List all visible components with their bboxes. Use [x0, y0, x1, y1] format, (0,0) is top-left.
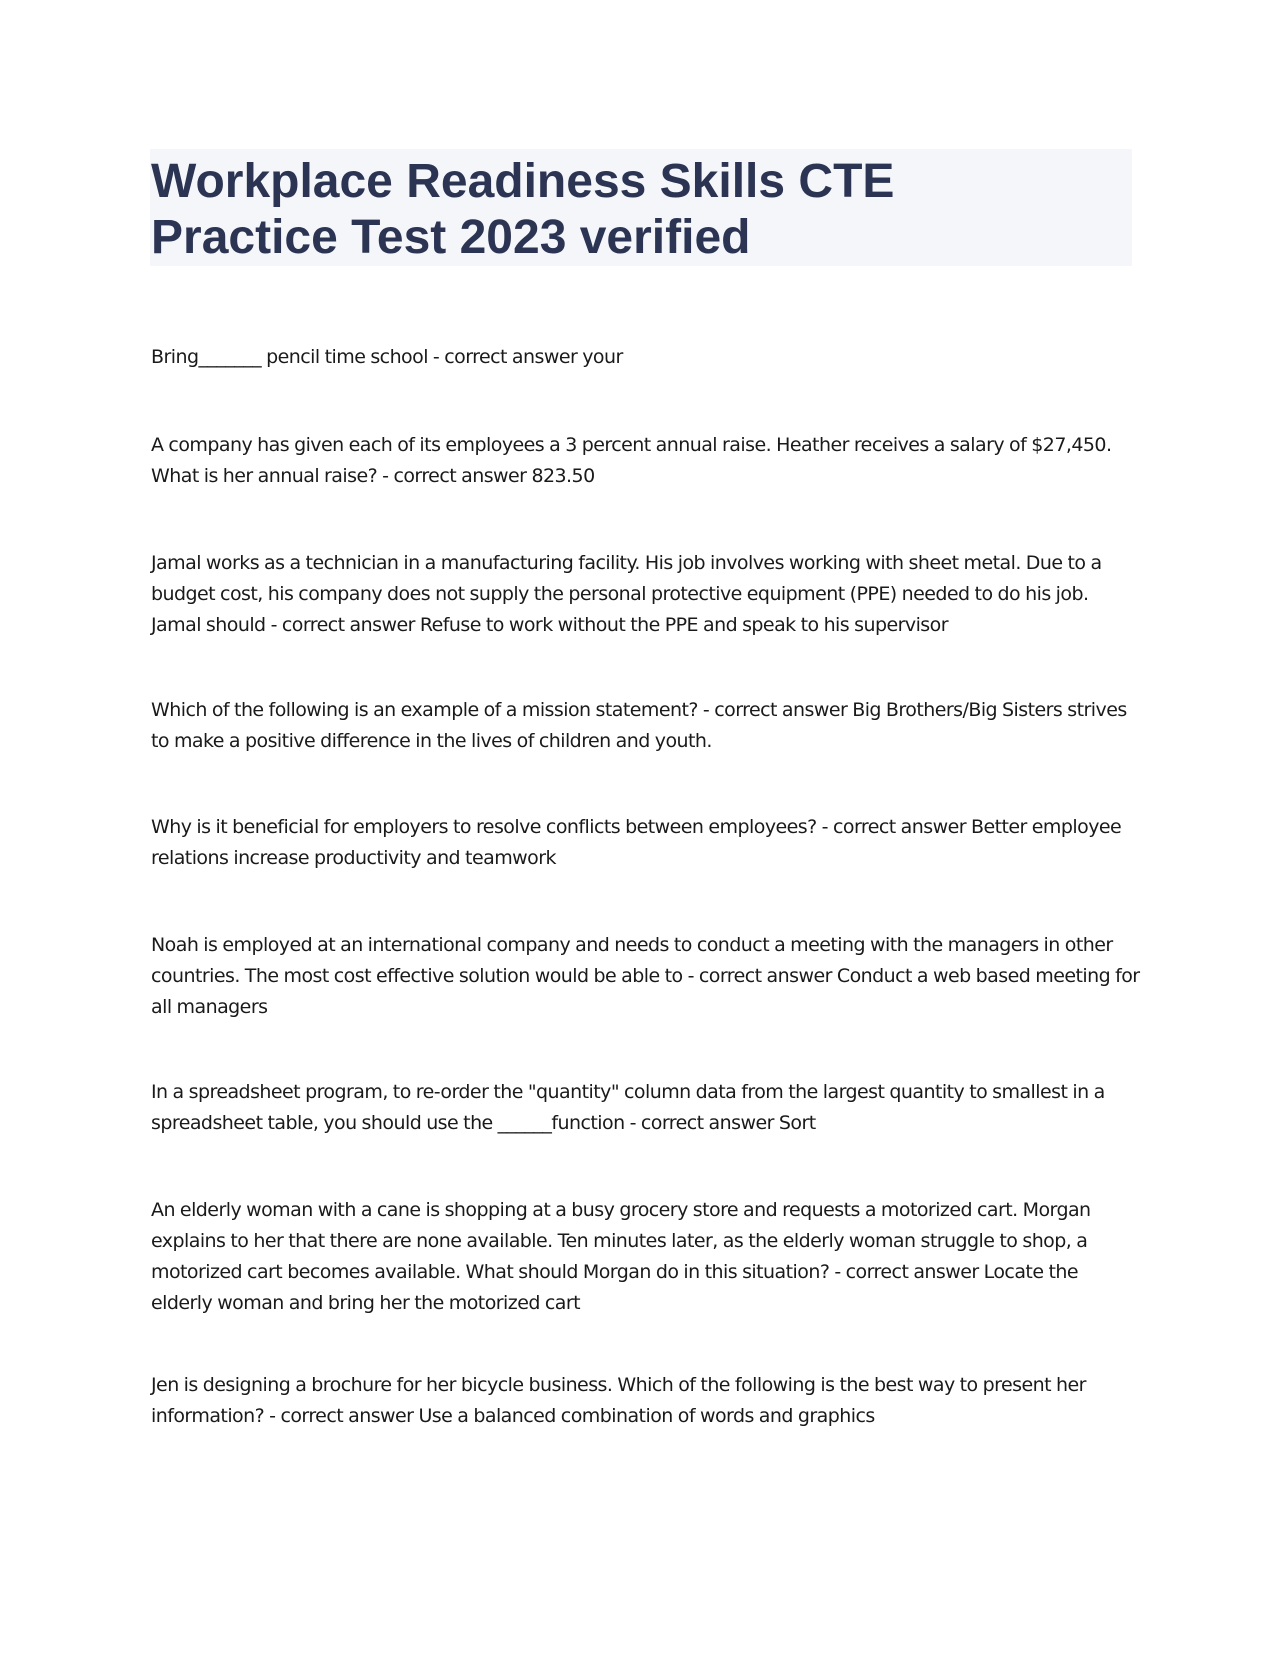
qa-item: [151, 930, 1141, 1023]
answer-separator: - correct answer: [816, 816, 971, 838]
question-text: Bring_______ pencil time school: [151, 346, 428, 368]
question-text: Why is it beneficial for employers to resolve conflicts between employees?: [151, 816, 817, 838]
question-text: Noah is employed at an international company and needs to conduct a meeting with the managers in other countries. The most cost effective solution would be able to: [151, 934, 1113, 987]
answer-text: Refuse to work without the PPE and speak to his supervisor: [419, 614, 948, 636]
title-block: [150, 149, 1132, 266]
answer-separator: - correct answer: [427, 346, 583, 368]
answer-separator: - correct answer: [682, 965, 837, 987]
qa-item: [151, 548, 1141, 641]
answer-separator: - correct answer: [265, 614, 420, 636]
answer-separator: - correct answer: [377, 465, 532, 487]
answer-text: Better employee relations increase productivity and teamwork: [151, 816, 1122, 869]
qa-item: [151, 695, 1141, 757]
answer-separator: - correct answer: [697, 699, 853, 721]
qa-item: [151, 1195, 1141, 1319]
document-title: [151, 154, 894, 266]
answer-text: Locate the elderly woman and bring her the motorized cart: [151, 1261, 1078, 1314]
answer-text: Big Brothers/Big Sisters strives to make a positive difference in the lives of children and youth.: [151, 699, 1127, 752]
answer-text: 823.50: [531, 465, 595, 487]
answer-text: Use a balanced combination of words and graphics: [418, 1405, 875, 1427]
question-text: A company has given each of its employees a 3 percent annual raise. Heather receives a salary of $27,450. What is her annual raise?: [151, 434, 1112, 487]
qa-item: [151, 1077, 1141, 1139]
qa-item: [151, 342, 1141, 373]
question-text: Jamal works as a technician in a manufacturing facility. His job involves working with sheet metal. Due to a budget cost, his company does not supply the personal protective equipment (PPE) needed to do his job. Jamal should: [151, 552, 1102, 636]
title-line-2: Practice Test 2023 verified: [151, 211, 751, 264]
qa-item: [151, 812, 1141, 874]
qa-item: [151, 1370, 1141, 1432]
question-text: Jen is designing a brochure for her bicycle business. Which of the following is the best way to present her information?: [151, 1374, 1086, 1427]
answer-text: Conduct a web based meeting for all managers: [151, 965, 1140, 1018]
answer-separator: - correct answer: [829, 1261, 984, 1283]
answer-text: Sort: [778, 1112, 816, 1134]
question-text: An elderly woman with a cane is shopping at a busy grocery store and requests a motorized cart. Morgan explains to her that there are none available. Ten minutes later, as the elderly woman struggle to shop, a motorized cart becomes available. What should Morgan do in this situation?: [151, 1199, 1091, 1283]
answer-separator: - correct answer: [264, 1405, 419, 1427]
question-text: In a spreadsheet program, to re-order the "quantity" column data from the largest quantity to smallest in a spreadsheet table, you should use the ______function: [151, 1081, 1105, 1134]
answer-text: your: [582, 346, 623, 368]
qa-item: [151, 430, 1141, 492]
answer-separator: - correct answer: [624, 1112, 779, 1134]
title-line-1: Workplace Readiness Skills CTE: [151, 155, 895, 208]
question-text: Which of the following is an example of a mission statement?: [151, 699, 698, 721]
